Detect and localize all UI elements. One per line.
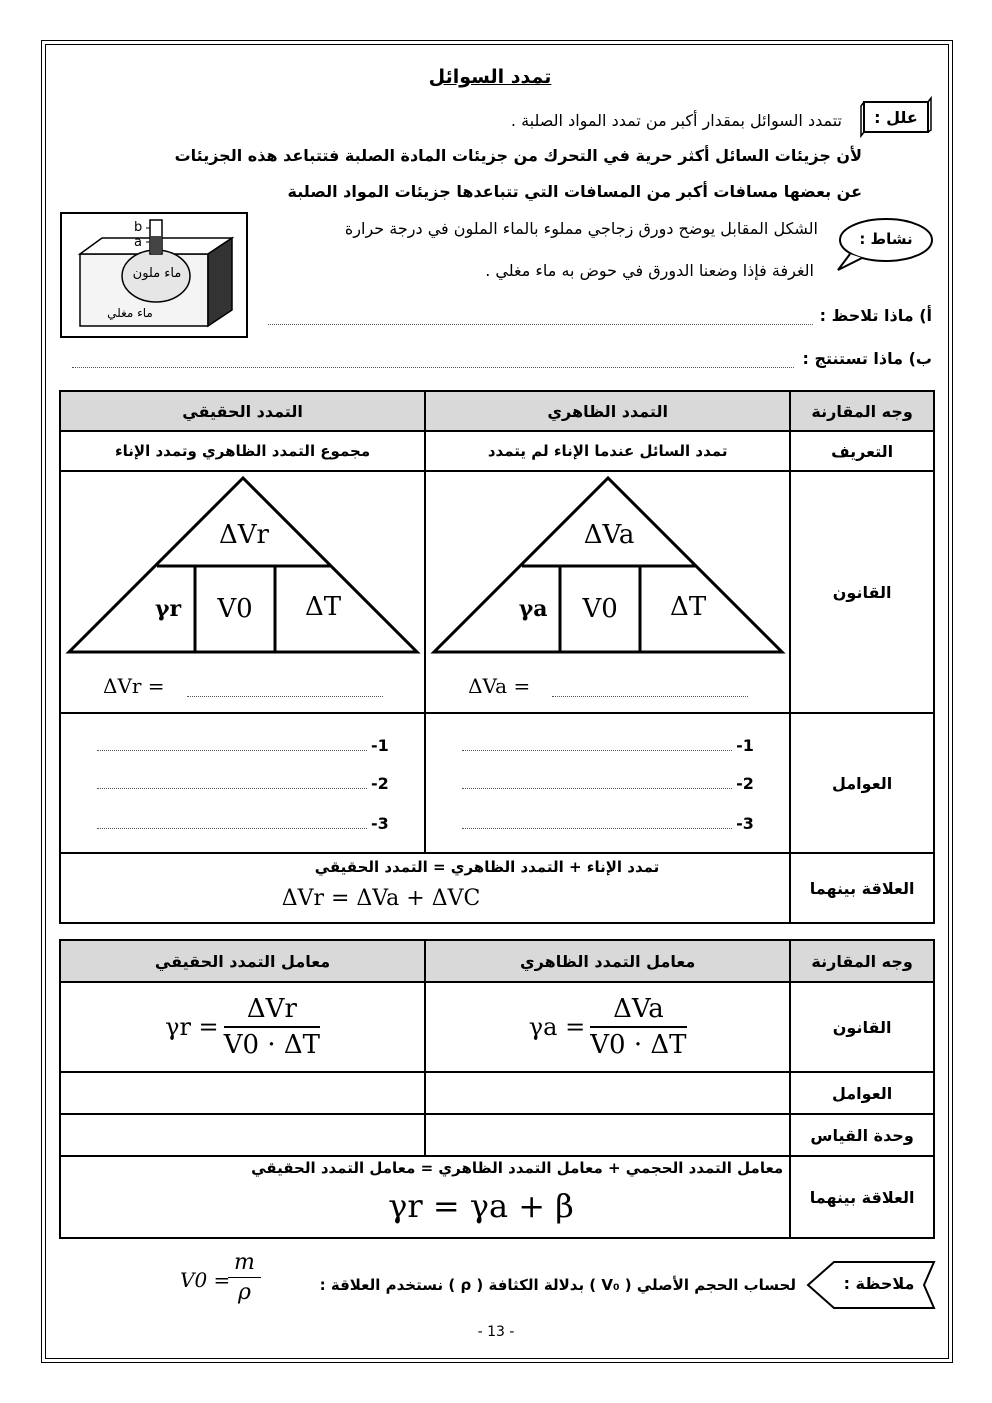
question-b: ب) ماذا تستنتج : <box>802 349 932 368</box>
note-formula <box>180 1248 280 1318</box>
tri-apparent-gamma: γa <box>518 596 548 622</box>
coef-apparent-den: V0 · ΔT <box>590 1030 687 1060</box>
row-label-factors: العوامل <box>790 713 934 853</box>
note-formula-fraction <box>228 1250 261 1305</box>
coef-relation-words: معامل التمدد الحجمي + معامل التمدد الظاهري = معامل التمدد الحقيقي <box>251 1159 784 1177</box>
coef-apparent-factors[interactable] <box>425 1072 790 1114</box>
coef-relation-formula: γr = γa + β <box>388 1187 574 1225</box>
tri-apparent-top: ΔVa <box>583 520 635 550</box>
coef-apparent-fraction <box>590 994 686 1060</box>
factor-apparent-2-line[interactable] <box>462 788 732 789</box>
factor-real-2-line[interactable] <box>97 788 367 789</box>
tri-real-gamma: γr <box>154 596 182 622</box>
row2-label-unit: وحدة القياس <box>790 1114 934 1156</box>
coef-apparent-law <box>425 982 790 1072</box>
definition-real: مجموع التمدد الظاهري وتمدد الإناء <box>60 431 425 471</box>
tri-real-top: ΔVr <box>219 520 269 550</box>
activity-text-line1: الشكل المقابل يوضح دورق زجاجي مملوء بالماء الملون في درجة حرارة <box>344 219 818 238</box>
row-label-law: القانون <box>790 471 934 713</box>
row2-label-law: القانون <box>790 982 934 1072</box>
relation-formula: ΔVr = ΔVa + ΔVC <box>281 886 481 911</box>
coef-real-lhs: γr = <box>165 1013 219 1041</box>
row-label-relation: العلاقة بينهما <box>790 853 934 923</box>
coef-apparent-lhs: γa = <box>528 1013 586 1041</box>
coef-real-law <box>60 982 425 1072</box>
question-a: أ) ماذا تلاحظ : <box>819 306 932 325</box>
answer-b-line[interactable] <box>72 367 794 368</box>
bath-label: ماء مغلي <box>107 306 153 320</box>
header-apparent: التمدد الظاهري <box>425 391 790 431</box>
factor-apparent-3-line[interactable] <box>462 828 732 829</box>
figure-label-a: a <box>134 235 142 250</box>
header-real: التمدد الحقيقي <box>60 391 425 431</box>
factor-real-3: -3 <box>371 814 389 833</box>
tri-apparent-v0: V0 <box>582 594 618 624</box>
coef-real-fraction <box>224 994 320 1060</box>
factor-apparent-2: -2 <box>736 774 754 793</box>
coef-relation-cell <box>60 1156 790 1238</box>
figure-label-b: b <box>134 220 143 235</box>
activity-text-line2: الغرفة فإذا وضعنا الدورق في حوض به ماء مغلي . <box>485 261 814 280</box>
header-comparison: وجه المقارنة <box>790 391 934 431</box>
coef-apparent-unit[interactable] <box>425 1114 790 1156</box>
factors-real-cell <box>60 713 425 853</box>
law-apparent-cell <box>425 471 790 713</box>
explain-answer-line1: لأن جزيئات السائل أكثر حرية في التحرك من جزيئات المادة الصلبة فتتباعد هذه الجزيئات <box>174 146 862 165</box>
factor-real-1: -1 <box>371 736 389 755</box>
header2-apparent: معامل التمدد الظاهري <box>425 940 790 982</box>
explain-tag: علل : <box>858 96 934 138</box>
row2-label-factors: العوامل <box>790 1072 934 1114</box>
coef-real-factors[interactable] <box>60 1072 425 1114</box>
factor-real-2: -2 <box>371 774 389 793</box>
flask-label: ماء ملون <box>132 266 182 281</box>
coefficient-comparison-table <box>59 939 935 1239</box>
row2-label-relation: العلاقة بينهما <box>790 1156 934 1238</box>
tri-apparent-dt: ΔT <box>670 592 707 622</box>
apparent-eq: ΔVa = <box>468 674 531 698</box>
factor-real-3-line[interactable] <box>97 828 367 829</box>
real-eq: ΔVr = <box>103 674 165 698</box>
flask-figure <box>60 212 248 338</box>
law-real-cell <box>60 471 425 713</box>
note-tag: ملاحظة : <box>806 1260 938 1310</box>
relation-words: تمدد الإناء + التمدد الظاهري = التمدد الحقيقي <box>314 858 660 876</box>
note-formula-lhs: V0 = <box>180 1268 231 1292</box>
factors-apparent-cell <box>425 713 790 853</box>
expansion-comparison-table <box>59 390 935 924</box>
explain-statement: تتمدد السوائل بمقدار أكبر من تمدد المواد الصلبة . <box>510 111 842 130</box>
factor-real-1-line[interactable] <box>97 750 367 751</box>
explain-answer-line2: عن بعضها مسافات أكبر من المسافات التي تتباعدها جزيئات المواد الصلبة <box>287 182 862 201</box>
page-number: - 13 - <box>477 1324 515 1340</box>
apparent-eq-blank[interactable] <box>552 696 748 697</box>
coef-real-unit[interactable] <box>60 1114 425 1156</box>
header2-comparison: وجه المقارنة <box>790 940 934 982</box>
note-formula-den: ρ <box>237 1280 251 1305</box>
factor-apparent-1-line[interactable] <box>462 750 732 751</box>
answer-a-line[interactable] <box>268 324 813 325</box>
factor-apparent-1: -1 <box>736 736 754 755</box>
page-title: تمدد السوائل <box>428 66 552 88</box>
activity-tag: نشاط : <box>832 214 936 276</box>
coef-real-den: V0 · ΔT <box>223 1030 320 1060</box>
header2-real: معامل التمدد الحقيقي <box>60 940 425 982</box>
definition-apparent: تمدد السائل عندما الإناء لم يتمدد <box>425 431 790 471</box>
factor-apparent-3: -3 <box>736 814 754 833</box>
note-text: لحساب الحجم الأصلي ( V₀ ) بدلالة الكثافة ( ρ ) نستخدم العلاقة : <box>319 1276 796 1294</box>
tri-real-dt: ΔT <box>304 592 342 622</box>
note-formula-num: m <box>228 1250 261 1278</box>
relation-cell <box>60 853 790 923</box>
coef-apparent-num: ΔVa <box>590 994 686 1028</box>
real-eq-blank[interactable] <box>187 696 383 697</box>
tri-real-v0: V0 <box>217 594 253 624</box>
coef-real-num: ΔVr <box>224 994 320 1028</box>
row-label-definition: التعريف <box>790 431 934 471</box>
